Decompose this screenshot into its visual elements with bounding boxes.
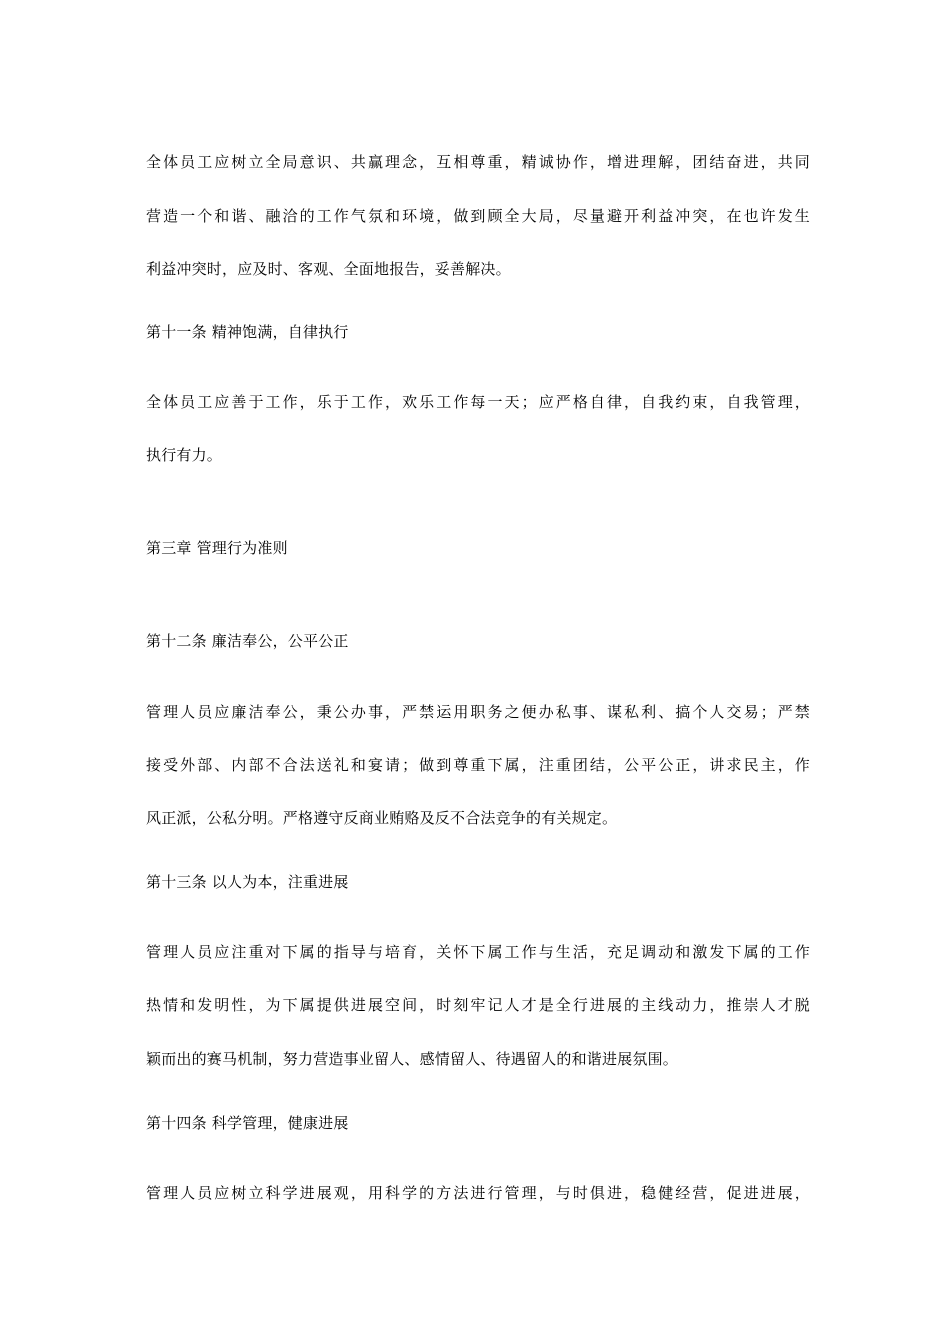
article-heading: 第十一条 精神饱满，自律执行 [146, 323, 349, 341]
chapter-heading: 第三章 管理行为准则 [146, 539, 288, 557]
paragraph-line: 管理人员应廉洁奉公，秉公办事，严禁运用职务之便办私事、谋私利、搞个人交易；严禁 [146, 703, 810, 721]
paragraph-line: 颖而出的赛马机制，努力营造事业留人、感情留人、待遇留人的和谐进展氛围。 [146, 1050, 679, 1068]
article-heading: 第十三条 以人为本，注重进展 [146, 873, 349, 891]
paragraph-line: 利益冲突时，应及时、客观、全面地报告，妥善解决。 [146, 260, 511, 278]
paragraph-line: 管理人员应树立科学进展观，用科学的方法进行管理，与时俱进，稳健经营，促进进展， [146, 1184, 810, 1202]
paragraph-line: 全体员工应善于工作，乐于工作，欢乐工作每一天；应严格自律，自我约束，自我管理， [146, 393, 810, 411]
article-heading: 第十二条 廉洁奉公，公平公正 [146, 632, 349, 650]
paragraph-line: 管理人员应注重对下属的指导与培育，关怀下属工作与生活，充足调动和激发下属的工作 [146, 943, 810, 961]
paragraph-line: 执行有力。 [146, 446, 223, 464]
article-heading: 第十四条 科学管理，健康进展 [146, 1114, 349, 1132]
paragraph-line: 营造一个和谐、融洽的工作气氛和环境，做到顾全大局，尽量避开利益冲突，在也许发生 [146, 207, 810, 225]
paragraph-line: 风正派，公私分明。严格遵守反商业贿赂及反不合法竞争的有关规定。 [146, 809, 618, 827]
paragraph-line: 全体员工应树立全局意识、共赢理念，互相尊重，精诚协作，增进理解，团结奋进，共同 [146, 153, 810, 171]
paragraph-line: 接受外部、内部不合法送礼和宴请；做到尊重下属，注重团结，公平公正，讲求民主，作 [146, 756, 810, 774]
paragraph-line: 热情和发明性，为下属提供进展空间，时刻牢记人才是全行进展的主线动力，推崇人才脱 [146, 996, 810, 1014]
